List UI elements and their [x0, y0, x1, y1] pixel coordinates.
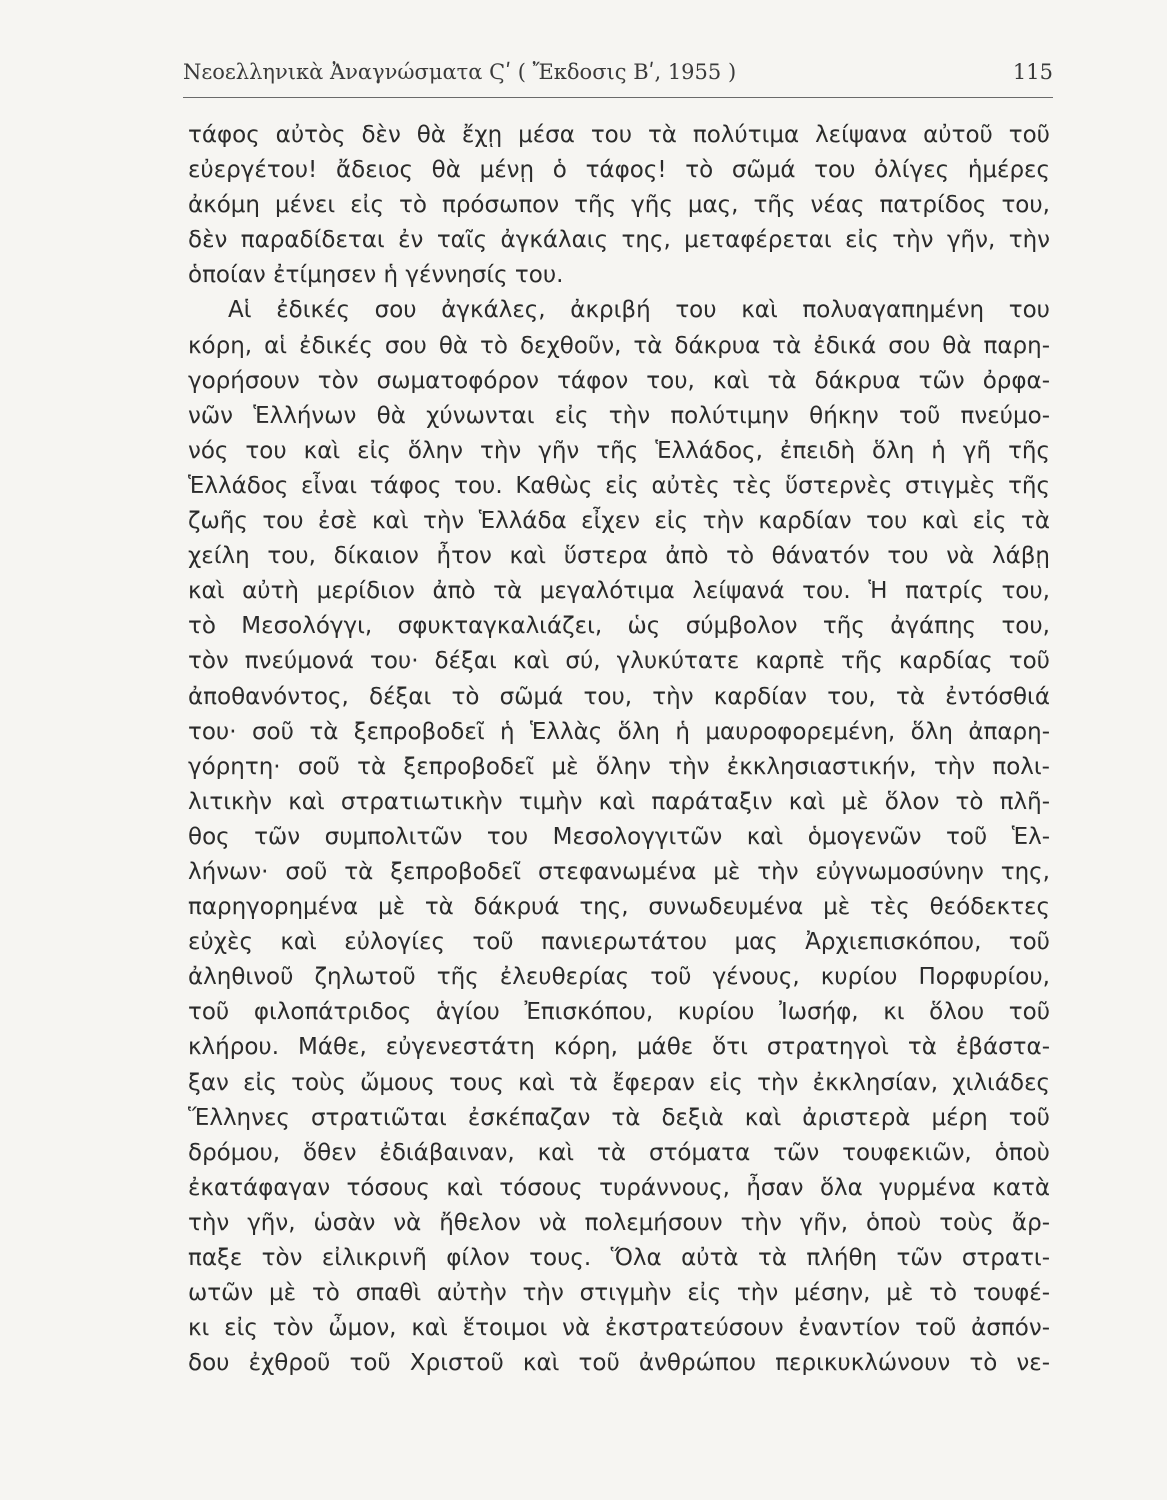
- text-line: λήνων· σοῦ τὰ ξεπροβοδεῖ στεφανωμένα μὲ τὴν εὐγνωμοσύνην της,: [188, 858, 1050, 885]
- text-line: τὸν πνεύμονά του· δέξαι καὶ σύ, γλυκύτατε καρπὲ τῆς καρδίας τοῦ: [188, 648, 1050, 675]
- text-line: ξαν εἰς τοὺς ὤμους τους καὶ τὰ ἔφεραν εἰς τὴν ἐκκλησίαν, χιλιάδες: [188, 1069, 1050, 1096]
- text-line: γόρητη· σοῦ τὰ ξεπροβοδεῖ μὲ ὅλην τὴν ἐκκλησιαστικήν, τὴν πολι-: [188, 753, 1050, 780]
- text-line: Ἑλλάδος εἶναι τάφος του. Καθὼς εἰς αὐτὲς τὲς ὕστερνὲς στιγμὲς τῆς: [188, 472, 1050, 499]
- text-line: του· σοῦ τὰ ξεπροβοδεῖ ἡ Ἑλλὰς ὅλη ἡ μαυροφορεμένη, ὅλη ἀπαρη-: [188, 718, 1050, 745]
- header-title: Νεοελληνικὰ Ἀναγνώσματα Ϛʹ ( Ἔκδοσις Βʹ, 1955 ): [183, 60, 737, 84]
- body-text: [188, 118, 1050, 1381]
- text-line: γορήσουν τὸν σωματοφόρον τάφον του, καὶ τὰ δάκρυα τῶν ὀρφα-: [188, 367, 1050, 394]
- header-rule: [183, 97, 1053, 98]
- text-line: ὁποίαν ἐτίμησεν ἡ γέννησίς του.: [188, 262, 564, 289]
- text-line: δου ἐχθροῦ τοῦ Χριστοῦ καὶ τοῦ ἀνθρώπου περικυκλώνουν τὸ νε-: [188, 1350, 1050, 1377]
- text-line: Ἕλληνες στρατιῶται ἐσκέπαζαν τὰ δεξιὰ καὶ ἀριστερὰ μέρη τοῦ: [188, 1104, 1050, 1131]
- text-line: τοῦ φιλοπάτριδος ἁγίου Ἐπισκόπου, κυρίου Ἰωσήφ, κι ὅλου τοῦ: [188, 999, 1050, 1026]
- text-line: κλήρου. Μάθε, εὐγενεστάτη κόρη, μάθε ὅτι στρατηγοὶ τὰ ἐβάστα-: [188, 1034, 1050, 1061]
- text-line: παξε τὸν εἰλικρινῆ φίλον τους. Ὅλα αὐτὰ τὰ πλήθη τῶν στρατι-: [188, 1245, 1050, 1271]
- text-line: δὲν παραδίδεται ἐν ταῖς ἀγκάλαις της, μεταφέρεται εἰς τὴν γῆν, τὴν: [188, 227, 1050, 254]
- text-line: λιτικὴν καὶ στρατιωτικὴν τιμὴν καὶ παράταξιν καὶ μὲ ὅλον τὸ πλῆ-: [188, 788, 1050, 815]
- text-line: ἀποθανόντος, δέξαι τὸ σῶμά του, τὴν καρδίαν του, τὰ ἐντόσθιά: [188, 683, 1050, 710]
- text-line: τὸ Μεσολόγγι, σφυκταγκαλιάζει, ὡς σύμβολον τῆς ἀγάπης του,: [188, 613, 1050, 640]
- running-header: [183, 60, 1053, 90]
- text-line: παρηγορημένα μὲ τὰ δάκρυά της, συνωδευμένα μὲ τὲς θεόδεκτες: [188, 894, 1050, 921]
- text-line: νός του καὶ εἰς ὅλην τὴν γῆν τῆς Ἑλλάδος, ἐπειδὴ ὅλη ἡ γῆ τῆς: [188, 437, 1050, 464]
- text-line: δρόμου, ὅθεν ἐδιάβαιναν, καὶ τὰ στόματα τῶν τουφεκιῶν, ὁποὺ: [188, 1139, 1050, 1166]
- text-line: τάφος αὐτὸς δὲν θὰ ἔχῃ μέσα του τὰ πολύτιμα λείψανα αὐτοῦ τοῦ: [188, 122, 1050, 148]
- text-line: ωτῶν μὲ τὸ σπαθὶ αὐτὴν τὴν στιγμὴν εἰς τὴν μέσην, μὲ τὸ τουφέ-: [188, 1280, 1050, 1307]
- text-line: καὶ αὐτὴ μερίδιον ἀπὸ τὰ μεγαλότιμα λείψανά του. Ἡ πατρίς του,: [188, 578, 1050, 605]
- text-line: Αἱ ἐδικές σου ἀγκάλες, ἀκριβή του καὶ πολυαγαπημένη του: [228, 297, 1050, 324]
- text-line: ἀληθινοῦ ζηλωτοῦ τῆς ἐλευθερίας τοῦ γένους, κυρίου Πορφυρίου,: [188, 964, 1050, 991]
- text-line: εὐεργέτου! ἄδειος θὰ μένῃ ὁ τάφος! τὸ σῶμά του ὀλίγες ἡμέρες: [188, 157, 1050, 184]
- text-line: ἀκόμη μένει εἰς τὸ πρόσωπον τῆς γῆς μας, τῆς νέας πατρίδος του,: [188, 192, 1050, 219]
- text-line: ζωῆς του ἐσὲ καὶ τὴν Ἑλλάδα εἶχεν εἰς τὴν καρδίαν του καὶ εἰς τὰ: [188, 508, 1050, 535]
- text-line: τὴν γῆν, ὡσὰν νὰ ἤθελον νὰ πολεμήσουν τὴν γῆν, ὁποὺ τοὺς ἄρ-: [188, 1209, 1050, 1236]
- text-line: κι εἰς τὸν ὦμον, καὶ ἕτοιμοι νὰ ἐκστρατεύσουν ἐναντίον τοῦ ἀσπόν-: [188, 1315, 1050, 1342]
- text-line: κόρη, αἱ ἐδικές σου θὰ τὸ δεχθοῦν, τὰ δάκρυα τὰ ἐδικά σου θὰ παρη-: [188, 332, 1050, 359]
- text-line: εὐχὲς καὶ εὐλογίες τοῦ πανιερωτάτου μας Ἀρχιεπισκόπου, τοῦ: [188, 929, 1050, 956]
- page-number: 115: [1012, 60, 1053, 84]
- text-line: νῶν Ἑλλήνων θὰ χύνωνται εἰς τὴν πολύτιμην θήκην τοῦ πνεύμο-: [188, 402, 1050, 429]
- text-line: θος τῶν συμπολιτῶν του Μεσολογγιτῶν καὶ ὁμογενῶν τοῦ Ἑλ-: [188, 823, 1050, 850]
- text-line: ἐκατάφαγαν τόσους καὶ τόσους τυράννους, ἦσαν ὅλα γυρμένα κατὰ: [188, 1174, 1050, 1201]
- text-line: χείλη του, δίκαιον ἦτον καὶ ὕστερα ἀπὸ τὸ θάνατόν του νὰ λάβῃ: [188, 543, 1050, 570]
